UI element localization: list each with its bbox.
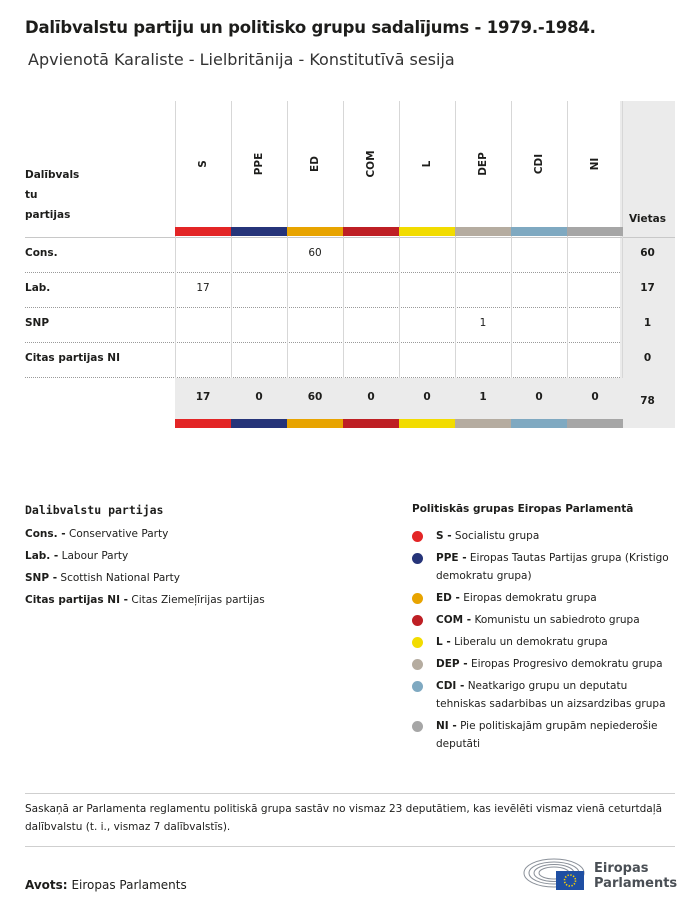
group-color-bar-bottom — [287, 419, 343, 428]
total-cell: 17 — [195, 391, 211, 403]
group-legend-item — [412, 677, 677, 713]
distribution-table — [25, 101, 675, 429]
legend-text — [436, 611, 677, 629]
group-column-header: L — [421, 160, 433, 168]
legend-abbr: Lab. - — [25, 550, 59, 562]
total-cell: 0 — [423, 391, 431, 403]
page-subtitle: Apvienotā Karaliste - Lielbritānija - Konstitutīvā sesija — [28, 50, 455, 69]
legend-name: Conservative Party — [69, 528, 169, 540]
group-column-header: NI — [589, 157, 601, 171]
column-divider — [511, 101, 512, 378]
group-color-dot-icon — [412, 553, 423, 564]
column-divider — [343, 101, 344, 378]
total-cell: 0 — [535, 391, 543, 403]
total-cell: 0 — [591, 391, 599, 403]
table-cell: 17 — [196, 282, 210, 294]
party-row-label: Citas partijas NI — [25, 352, 120, 364]
group-color-bar-bottom — [175, 419, 231, 428]
row-header-line: partijas — [25, 209, 71, 221]
group-color-dot-icon — [412, 593, 423, 604]
legend-name: Citas Ziemeļīrijas partijas — [131, 594, 265, 606]
legend-text — [436, 589, 677, 607]
legend-abbr: SNP - — [25, 572, 58, 584]
total-cell: 1 — [479, 391, 487, 403]
column-divider — [175, 101, 176, 378]
group-color-bar — [399, 227, 455, 236]
logo-line: Eiropas — [594, 861, 649, 876]
legend-name: Labour Party — [61, 550, 129, 562]
header-divider — [25, 237, 675, 238]
group-color-bar — [567, 227, 623, 236]
group-color-dot-icon — [412, 531, 423, 542]
party-legend-item — [25, 594, 265, 606]
legend-abbr: NI - — [436, 720, 457, 732]
column-divider — [399, 101, 400, 378]
legend-name: Liberalu un demokratu grupa — [454, 636, 608, 648]
divider — [25, 846, 675, 847]
group-column-header: CDI — [533, 153, 545, 175]
legend-name: Scottish National Party — [60, 572, 180, 584]
party-row-label: Lab. — [25, 282, 51, 294]
legend-name: Eiropas demokratu grupa — [463, 592, 597, 604]
divider — [25, 793, 675, 794]
seats-value: 60 — [640, 247, 655, 259]
legend-abbr: CDI - — [436, 680, 465, 692]
group-color-bar-bottom — [511, 419, 567, 428]
party-legend-title: Dalibvalstu partijas — [25, 503, 164, 517]
total-cell: 60 — [307, 391, 323, 403]
page-title: Dalībvalstu partiju un politisko grupu sadalījums - 1979.-1984. — [25, 18, 596, 37]
legend-name: Eiropas Tautas Partijas grupa (Kristigo demokratu grupa) — [436, 552, 669, 582]
party-legend-item — [25, 528, 168, 540]
legend-text — [436, 527, 677, 545]
group-color-dot-icon — [412, 637, 423, 648]
column-divider — [455, 101, 456, 378]
legend-abbr: Citas partijas NI - — [25, 594, 129, 606]
group-legend-item — [412, 655, 677, 673]
group-color-dot-icon — [412, 615, 423, 626]
legend-abbr: Cons. - — [25, 528, 66, 540]
total-seats-value: 78 — [640, 395, 655, 407]
group-color-bar — [511, 227, 567, 236]
legend-name: Neatkarigo grupu un deputatu tehniskas sadarbibas un aizsardzibas grupa — [436, 680, 666, 710]
group-legend-item — [412, 549, 677, 585]
group-column-header: PPE — [253, 152, 265, 176]
legend-text — [436, 717, 677, 753]
footnote: Saskaņā ar Parlamenta reglamentu politiskā grupa sastāv no vismaz 23 deputātiem, kas ievēlēti vismaz vienā ceturtdaļā dalībvalstu (t. i., vismaz 7 dalībvalstīs). — [25, 803, 663, 833]
table-cell: 1 — [479, 317, 487, 329]
group-column-header: COM — [365, 150, 377, 178]
legend-abbr: COM - — [436, 614, 472, 626]
party-row-label: SNP — [25, 317, 50, 329]
group-legend-item — [412, 717, 677, 753]
total-cell: 0 — [367, 391, 375, 403]
legend-text — [436, 655, 677, 673]
group-color-bar-bottom — [455, 419, 511, 428]
total-cell: 0 — [255, 391, 263, 403]
group-column-header: DEP — [477, 152, 489, 176]
group-color-bar-bottom — [343, 419, 399, 428]
row-divider — [25, 272, 620, 273]
group-color-bar — [231, 227, 287, 236]
source-label: Avots: — [25, 878, 68, 892]
group-color-dot-icon — [412, 681, 423, 692]
row-header-line: Dalībvals — [25, 169, 80, 181]
group-color-bar — [343, 227, 399, 236]
table-cell: 60 — [308, 247, 322, 259]
group-color-bar-bottom — [231, 419, 287, 428]
column-divider — [622, 101, 623, 378]
legend-name: Eiropas Progresivo demokratu grupa — [470, 658, 663, 670]
row-divider — [25, 307, 620, 308]
seats-value: 1 — [643, 317, 652, 329]
group-legend-item — [412, 589, 677, 607]
group-color-bar — [175, 227, 231, 236]
source-line — [25, 878, 187, 892]
legend-text — [436, 633, 677, 651]
european-parliament-logo-icon — [522, 855, 590, 895]
group-column-header: ED — [309, 156, 321, 172]
row-header-line: tu — [25, 189, 38, 201]
party-legend-item — [25, 550, 128, 562]
column-divider — [567, 101, 568, 378]
party-legend-item — [25, 572, 180, 584]
party-row-label: Cons. — [25, 247, 58, 259]
seats-value: 0 — [643, 352, 652, 364]
legend-text — [436, 677, 677, 713]
row-divider — [25, 377, 620, 378]
legend-abbr: PPE - — [436, 552, 467, 564]
seats-header: Vietas — [628, 213, 667, 225]
column-divider — [231, 101, 232, 378]
column-divider — [287, 101, 288, 378]
group-color-bar — [287, 227, 343, 236]
legend-abbr: L - — [436, 636, 451, 648]
legend-abbr: S - — [436, 530, 452, 542]
group-color-dot-icon — [412, 659, 423, 670]
logo-wordmark — [594, 861, 677, 891]
legend-name: Socialistu grupa — [454, 530, 540, 542]
group-legend-item — [412, 611, 677, 629]
group-color-bar-bottom — [567, 419, 623, 428]
legend-name: Komunistu un sabiedroto grupa — [474, 614, 640, 626]
seats-value: 17 — [640, 282, 655, 294]
row-header-label — [25, 165, 79, 225]
group-color-bar — [455, 227, 511, 236]
seats-column-background — [620, 101, 675, 428]
european-parliament-logo — [522, 855, 682, 895]
logo-line: Parlaments — [594, 876, 678, 891]
group-color-bar-bottom — [399, 419, 455, 428]
legend-abbr: DEP - — [436, 658, 468, 670]
group-color-dot-icon — [412, 721, 423, 732]
row-divider — [25, 342, 620, 343]
group-column-header: S — [197, 160, 209, 168]
group-legend-title: Politiskās grupas Eiropas Parlamentā — [412, 503, 634, 515]
legend-text — [436, 549, 677, 585]
legend-abbr: ED - — [436, 592, 460, 604]
source-value: Eiropas Parlaments — [71, 878, 187, 892]
group-legend-item — [412, 527, 677, 545]
legend-name: Pie politiskajām grupām nepiederošie deputāti — [436, 720, 658, 750]
group-legend-item — [412, 633, 677, 651]
